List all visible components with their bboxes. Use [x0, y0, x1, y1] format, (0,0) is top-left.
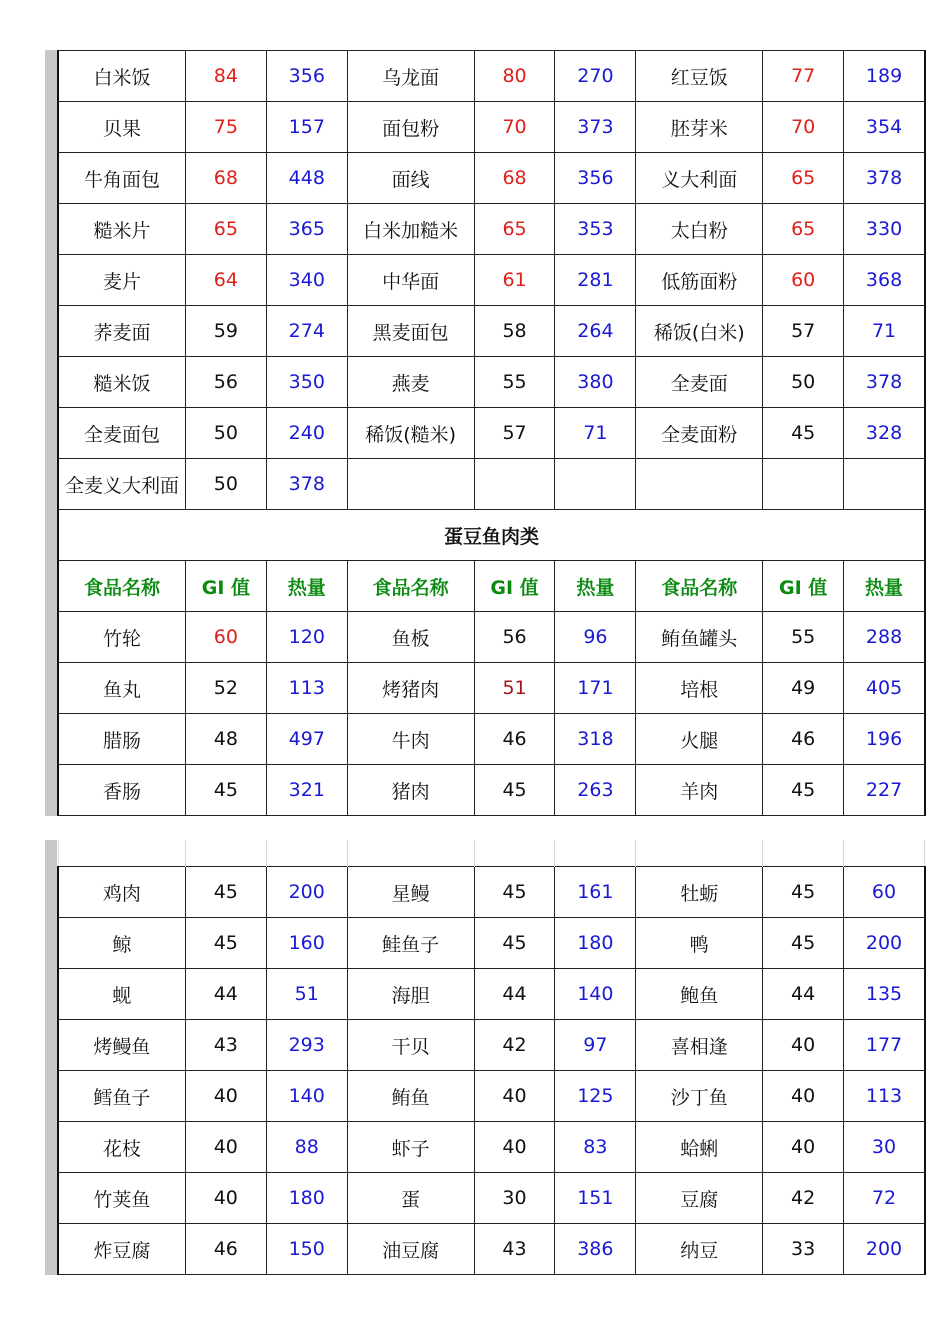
row-tail [925, 663, 950, 714]
calorie-cell: 180 [266, 1173, 347, 1224]
calorie-cell: 354 [844, 102, 925, 153]
section-title-row [58, 510, 950, 561]
calorie-cell: 161 [555, 867, 636, 918]
calorie-cell: 71 [555, 408, 636, 459]
calorie-cell: 113 [844, 1071, 925, 1122]
calorie-cell: 96 [555, 612, 636, 663]
gi-value-cell: 43 [474, 1224, 555, 1275]
food-name-cell: 纳豆 [636, 1224, 763, 1275]
calorie-cell: 497 [266, 714, 347, 765]
spacer-cell [555, 840, 636, 867]
gi-value-cell: 46 [474, 714, 555, 765]
calorie-cell: 356 [555, 153, 636, 204]
calorie-cell: 378 [844, 153, 925, 204]
gi-value-cell: 50 [185, 408, 266, 459]
food-name-cell: 鲑鱼子 [347, 918, 474, 969]
calorie-cell: 200 [844, 1224, 925, 1275]
gi-value-cell: 40 [474, 1122, 555, 1173]
calorie-cell: 177 [844, 1020, 925, 1071]
calorie-cell: 88 [266, 1122, 347, 1173]
row-tail [925, 408, 950, 459]
food-name-cell: 油豆腐 [347, 1224, 474, 1275]
calorie-cell: 140 [266, 1071, 347, 1122]
calorie-cell: 189 [844, 51, 925, 102]
spacer-cell [185, 840, 266, 867]
gi-value-cell: 40 [763, 1071, 844, 1122]
gi-table-1 [57, 50, 950, 816]
calorie-cell: 171 [555, 663, 636, 714]
calorie-cell: 356 [266, 51, 347, 102]
gi-value-cell: 40 [185, 1071, 266, 1122]
gi-value-cell: 45 [474, 918, 555, 969]
food-name-cell: 红豆饭 [636, 51, 763, 102]
table-row [58, 867, 950, 918]
calorie-cell: 386 [555, 1224, 636, 1275]
column-header: 热量 [266, 561, 347, 612]
row-tail [925, 1122, 950, 1173]
food-name-cell: 竹轮 [58, 612, 185, 663]
food-name-cell: 稀饭(糙米) [347, 408, 474, 459]
calorie-cell: 30 [844, 1122, 925, 1173]
calorie-cell: 200 [266, 867, 347, 918]
row-tail [925, 1020, 950, 1071]
table-row [58, 969, 950, 1020]
gi-value-cell: 57 [474, 408, 555, 459]
gi-value-cell: 60 [763, 255, 844, 306]
gi-value-cell: 44 [763, 969, 844, 1020]
calorie-cell: 227 [844, 765, 925, 816]
calorie-cell: 240 [266, 408, 347, 459]
food-name-cell: 蛋 [347, 1173, 474, 1224]
food-name-cell: 全麦义大利面 [58, 459, 185, 510]
table-row [58, 153, 950, 204]
gi-value-cell: 60 [185, 612, 266, 663]
table-row [58, 663, 950, 714]
food-name-cell: 烤猪肉 [347, 663, 474, 714]
food-name-cell: 腊肠 [58, 714, 185, 765]
calorie-cell: 151 [555, 1173, 636, 1224]
column-header: 热量 [844, 561, 925, 612]
calorie-cell: 365 [266, 204, 347, 255]
gi-value-cell: 46 [763, 714, 844, 765]
gi-value-cell: 68 [474, 153, 555, 204]
table-row [58, 714, 950, 765]
food-name-cell: 香肠 [58, 765, 185, 816]
food-name-cell: 全麦面粉 [636, 408, 763, 459]
gi-value-cell: 65 [763, 153, 844, 204]
gi-value-cell: 64 [185, 255, 266, 306]
calorie-cell: 160 [266, 918, 347, 969]
food-name-cell: 鸡肉 [58, 867, 185, 918]
gi-value-cell: 45 [474, 867, 555, 918]
food-name-cell: 荞麦面 [58, 306, 185, 357]
food-name-cell: 乌龙面 [347, 51, 474, 102]
table-row [58, 918, 950, 969]
table-block-2 [45, 840, 950, 1275]
food-name-cell: 培根 [636, 663, 763, 714]
food-name-cell: 稀饭(白米) [636, 306, 763, 357]
food-name-cell: 低筋面粉 [636, 255, 763, 306]
calorie-cell: 97 [555, 1020, 636, 1071]
gi-value-cell: 51 [474, 663, 555, 714]
gi-value-cell: 40 [185, 1173, 266, 1224]
spacer-cell [347, 840, 474, 867]
column-header: 食品名称 [347, 561, 474, 612]
food-name-cell: 牛肉 [347, 714, 474, 765]
table-row [58, 459, 950, 510]
gi-value-cell: 48 [185, 714, 266, 765]
calorie-cell: 264 [555, 306, 636, 357]
calorie-cell: 83 [555, 1122, 636, 1173]
gi-value-cell: 65 [474, 204, 555, 255]
gi-value-cell: 46 [185, 1224, 266, 1275]
food-name-cell: 太白粉 [636, 204, 763, 255]
row-tail [925, 255, 950, 306]
table-row [58, 357, 950, 408]
calorie-cell: 350 [266, 357, 347, 408]
food-name-cell: 牛角面包 [58, 153, 185, 204]
row-tail [925, 867, 950, 918]
gi-value-cell: 84 [185, 51, 266, 102]
food-name-cell: 鲍鱼 [636, 969, 763, 1020]
gi-value-cell: 33 [763, 1224, 844, 1275]
gi-table-2 [57, 840, 950, 1275]
table-row [58, 102, 950, 153]
calorie-cell: 196 [844, 714, 925, 765]
gi-value-cell: 45 [763, 918, 844, 969]
gi-value-cell: 50 [185, 459, 266, 510]
calorie-cell: 328 [844, 408, 925, 459]
food-name-cell: 羊肉 [636, 765, 763, 816]
food-name-cell: 沙丁鱼 [636, 1071, 763, 1122]
gi-value-cell: 61 [474, 255, 555, 306]
food-name-cell: 鸭 [636, 918, 763, 969]
row-tail [925, 51, 950, 102]
calorie-cell: 288 [844, 612, 925, 663]
calorie-cell: 200 [844, 918, 925, 969]
spacer-cell [266, 840, 347, 867]
food-name-cell: 虾子 [347, 1122, 474, 1173]
gi-value-cell: 40 [763, 1020, 844, 1071]
table-row [58, 255, 950, 306]
table-row [58, 408, 950, 459]
gi-value-cell: 45 [763, 765, 844, 816]
gi-value-cell: 77 [763, 51, 844, 102]
calorie-cell: 120 [266, 612, 347, 663]
gi-value-cell: 70 [763, 102, 844, 153]
gi-value-cell: 65 [185, 204, 266, 255]
calorie-cell: 113 [266, 663, 347, 714]
calorie-cell: 157 [266, 102, 347, 153]
calorie-cell: 378 [266, 459, 347, 510]
table-row [58, 51, 950, 102]
calorie-cell: 321 [266, 765, 347, 816]
gi-value-cell [763, 459, 844, 510]
calorie-cell: 135 [844, 969, 925, 1020]
calorie-cell: 125 [555, 1071, 636, 1122]
food-name-cell: 全麦面包 [58, 408, 185, 459]
calorie-cell: 51 [266, 969, 347, 1020]
row-tail [925, 612, 950, 663]
food-name-cell: 鳕鱼子 [58, 1071, 185, 1122]
gi-value-cell: 42 [474, 1020, 555, 1071]
section-title: 蛋豆鱼肉类 [58, 510, 925, 561]
row-tail [925, 765, 950, 816]
table-row [58, 1224, 950, 1275]
calorie-cell: 380 [555, 357, 636, 408]
gi-value-cell: 30 [474, 1173, 555, 1224]
table-row [58, 1122, 950, 1173]
food-name-cell: 鱼丸 [58, 663, 185, 714]
gi-value-cell: 55 [763, 612, 844, 663]
gi-value-cell: 68 [185, 153, 266, 204]
gi-value-cell [474, 459, 555, 510]
gi-value-cell: 75 [185, 102, 266, 153]
food-name-cell: 贝果 [58, 102, 185, 153]
gi-value-cell: 58 [474, 306, 555, 357]
calorie-cell: 140 [555, 969, 636, 1020]
gi-value-cell: 50 [763, 357, 844, 408]
row-tail [925, 561, 950, 612]
gi-value-cell: 49 [763, 663, 844, 714]
food-name-cell [636, 459, 763, 510]
calorie-cell: 270 [555, 51, 636, 102]
calorie-cell: 368 [844, 255, 925, 306]
calorie-cell: 405 [844, 663, 925, 714]
gi-value-cell: 57 [763, 306, 844, 357]
spacer-cell [58, 840, 185, 867]
gi-value-cell: 56 [185, 357, 266, 408]
calorie-cell [555, 459, 636, 510]
food-name-cell: 蚬 [58, 969, 185, 1020]
calorie-cell: 72 [844, 1173, 925, 1224]
row-tail [925, 1173, 950, 1224]
gi-value-cell: 45 [763, 408, 844, 459]
table-row [58, 1020, 950, 1071]
table-row [58, 1071, 950, 1122]
food-name-cell: 豆腐 [636, 1173, 763, 1224]
row-tail [925, 918, 950, 969]
calorie-cell: 378 [844, 357, 925, 408]
row-tail [925, 102, 950, 153]
row-tail [925, 969, 950, 1020]
food-name-cell: 火腿 [636, 714, 763, 765]
food-name-cell [347, 459, 474, 510]
food-name-cell: 炸豆腐 [58, 1224, 185, 1275]
spacer-cell [474, 840, 555, 867]
table-row [58, 204, 950, 255]
calorie-cell: 60 [844, 867, 925, 918]
calorie-cell: 330 [844, 204, 925, 255]
calorie-cell: 340 [266, 255, 347, 306]
gi-value-cell: 40 [763, 1122, 844, 1173]
gi-value-cell: 65 [763, 204, 844, 255]
food-name-cell: 鲸 [58, 918, 185, 969]
gi-value-cell: 70 [474, 102, 555, 153]
calorie-cell: 353 [555, 204, 636, 255]
gi-value-cell: 45 [185, 867, 266, 918]
spacer-cell [844, 840, 925, 867]
food-name-cell: 鲔鱼罐头 [636, 612, 763, 663]
food-name-cell: 面包粉 [347, 102, 474, 153]
gi-value-cell: 45 [185, 765, 266, 816]
row-tail [925, 510, 950, 561]
row-tail [925, 204, 950, 255]
food-name-cell: 白米饭 [58, 51, 185, 102]
gi-value-cell: 45 [763, 867, 844, 918]
gi-value-cell: 45 [185, 918, 266, 969]
gi-value-cell: 45 [474, 765, 555, 816]
food-name-cell: 黑麦面包 [347, 306, 474, 357]
table-row [58, 1173, 950, 1224]
gi-value-cell: 43 [185, 1020, 266, 1071]
gi-value-cell: 42 [763, 1173, 844, 1224]
food-name-cell: 糙米饭 [58, 357, 185, 408]
column-header: GI 值 [763, 561, 844, 612]
food-name-cell: 干贝 [347, 1020, 474, 1071]
gi-value-cell: 44 [185, 969, 266, 1020]
food-name-cell: 花枝 [58, 1122, 185, 1173]
food-name-cell: 麦片 [58, 255, 185, 306]
row-tail [925, 1224, 950, 1275]
calorie-cell: 274 [266, 306, 347, 357]
column-header: 食品名称 [636, 561, 763, 612]
row-tail [925, 357, 950, 408]
table-row [58, 306, 950, 357]
gi-value-cell: 55 [474, 357, 555, 408]
food-name-cell: 胚芽米 [636, 102, 763, 153]
food-name-cell: 猪肉 [347, 765, 474, 816]
calorie-cell: 150 [266, 1224, 347, 1275]
food-name-cell: 全麦面 [636, 357, 763, 408]
gi-value-cell: 80 [474, 51, 555, 102]
calorie-cell: 373 [555, 102, 636, 153]
calorie-cell: 180 [555, 918, 636, 969]
gi-value-cell: 59 [185, 306, 266, 357]
calorie-cell: 293 [266, 1020, 347, 1071]
column-header: GI 值 [474, 561, 555, 612]
row-tail [925, 306, 950, 357]
food-name-cell: 烤鳗鱼 [58, 1020, 185, 1071]
spacer-cell [925, 840, 950, 867]
table-block-1 [45, 50, 950, 816]
food-name-cell: 燕麦 [347, 357, 474, 408]
calorie-cell [844, 459, 925, 510]
food-name-cell: 白米加糙米 [347, 204, 474, 255]
calorie-cell: 71 [844, 306, 925, 357]
gi-value-cell: 56 [474, 612, 555, 663]
food-name-cell: 义大利面 [636, 153, 763, 204]
food-name-cell: 中华面 [347, 255, 474, 306]
gi-value-cell: 52 [185, 663, 266, 714]
food-name-cell: 牡蛎 [636, 867, 763, 918]
calorie-cell: 263 [555, 765, 636, 816]
food-name-cell: 蛤蜊 [636, 1122, 763, 1173]
food-name-cell: 鲔鱼 [347, 1071, 474, 1122]
food-name-cell: 喜相逢 [636, 1020, 763, 1071]
calorie-cell: 318 [555, 714, 636, 765]
table-row [58, 765, 950, 816]
spacer-row [58, 840, 950, 867]
food-name-cell: 面线 [347, 153, 474, 204]
row-tail [925, 1071, 950, 1122]
food-name-cell: 糙米片 [58, 204, 185, 255]
food-name-cell: 海胆 [347, 969, 474, 1020]
column-header-row [58, 561, 950, 612]
spacer-cell [763, 840, 844, 867]
spacer-cell [636, 840, 763, 867]
column-header: 热量 [555, 561, 636, 612]
gi-value-cell: 44 [474, 969, 555, 1020]
gi-value-cell: 40 [474, 1071, 555, 1122]
food-name-cell: 星鳗 [347, 867, 474, 918]
gi-value-cell: 40 [185, 1122, 266, 1173]
row-tail [925, 153, 950, 204]
food-name-cell: 鱼板 [347, 612, 474, 663]
column-header: GI 值 [185, 561, 266, 612]
calorie-cell: 281 [555, 255, 636, 306]
column-header: 食品名称 [58, 561, 185, 612]
food-name-cell: 竹荚鱼 [58, 1173, 185, 1224]
table-row [58, 612, 950, 663]
row-tail [925, 459, 950, 510]
calorie-cell: 448 [266, 153, 347, 204]
row-tail [925, 714, 950, 765]
